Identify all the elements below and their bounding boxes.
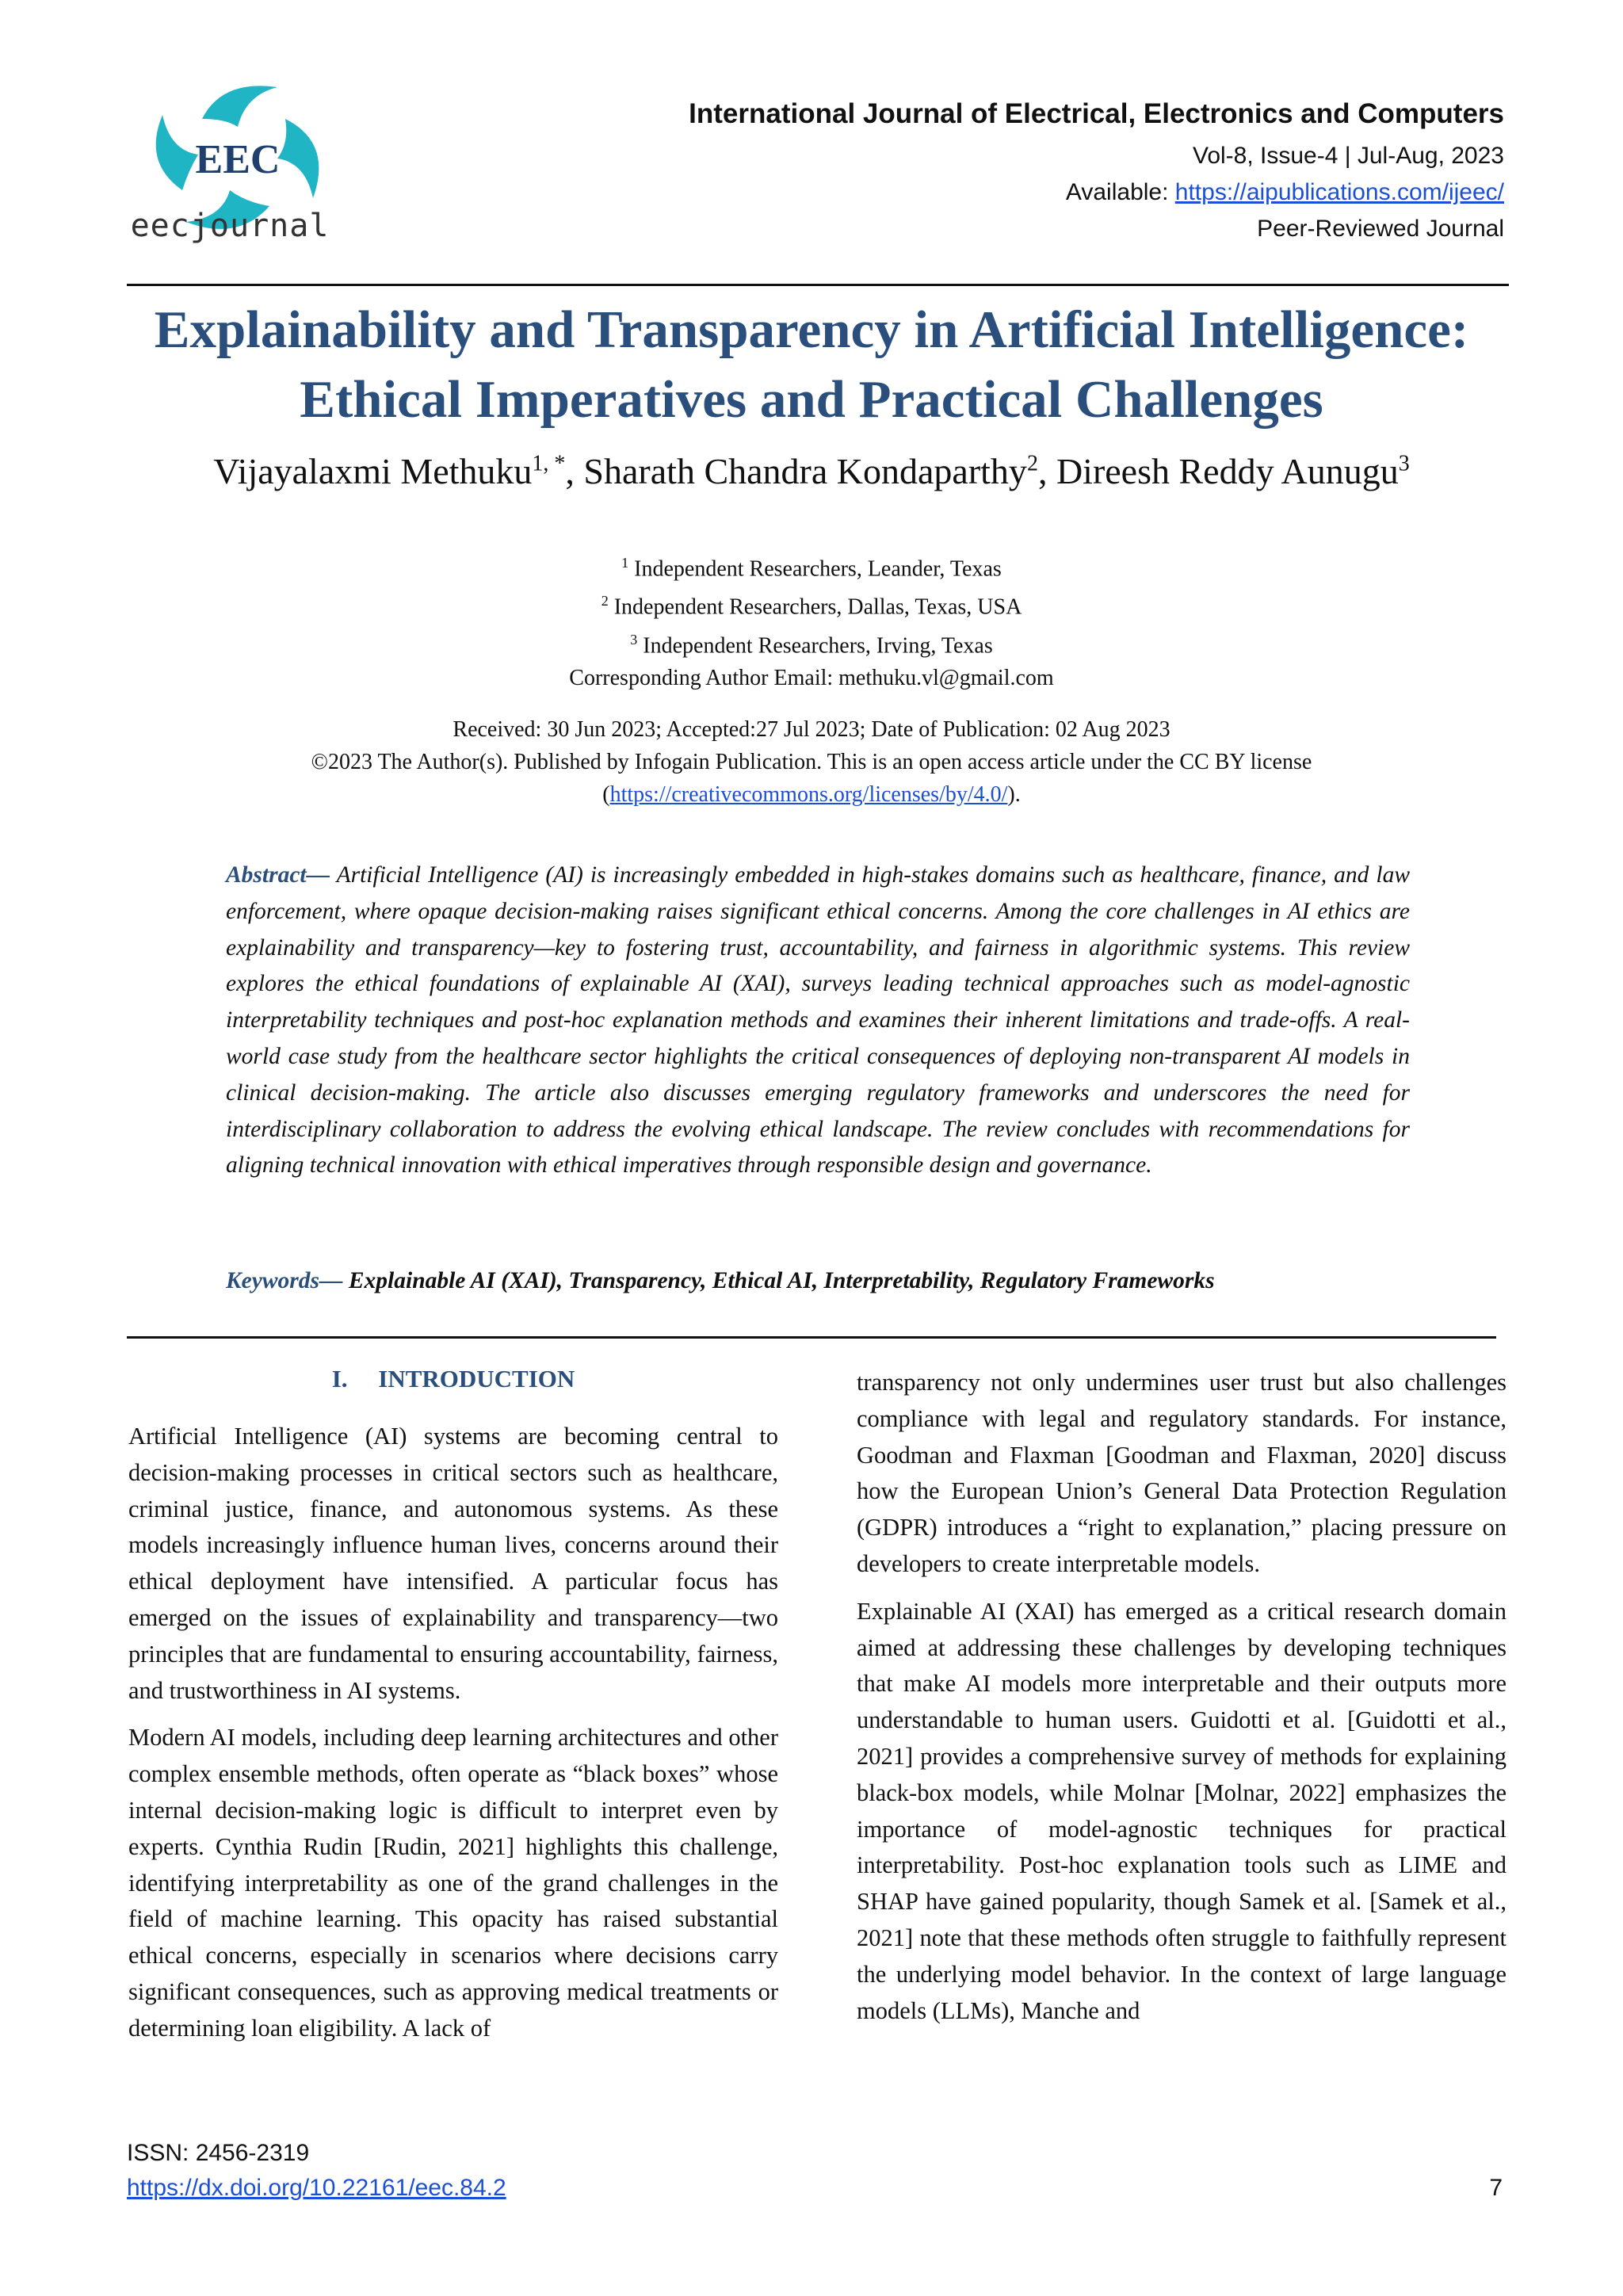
keywords-label: Keywords—: [226, 1268, 343, 1293]
logo-swirl-top: [202, 86, 277, 127]
affiliations: [79, 547, 1544, 694]
author-list: [79, 450, 1544, 492]
license-link-line: (https://creativecommons.org/licenses/by/4.0/).: [602, 782, 1021, 807]
paragraph: transparency not only undermines user trust but also challenges compliance with legal and regulatory standards. For instance, Goodman and Flaxman [Goodman and Flaxman, 2020] discuss how the European Union’s General Data Protection Regulation (GDPR) introduces a “right to explanation,” placing pressure on developers to create interpretable models.: [857, 1369, 1507, 1577]
keywords-text: Explainable AI (XAI), Transparency, Ethical AI, Interpretability, Regulatory Frameworks: [342, 1268, 1215, 1293]
right-column: [857, 1365, 1507, 2040]
author-name: Sharath Chandra Kondaparthy: [583, 451, 1027, 491]
affiliation-line: $^3$ Independent Researchers, Irving, Texas: [630, 631, 993, 658]
issn: ISSN: 2456-2319: [127, 2140, 310, 2166]
journal-url-link[interactable]: https://aipublications.com/ijeec/: [1174, 179, 1504, 205]
logo-text: eecjournal: [130, 208, 330, 244]
logo-swirl-left: [156, 115, 198, 190]
paragraph: Artificial Intelligence (AI) systems are becoming central to decision-making processes in critical sectors such as healthcare, criminal justice, finance, and autonomous systems. As these models increasingly influence human lives, concerns around their ethical deployment have intensified. A particular focus has emerged on the issues of explainability and transparency—two principles that are fundamental to ensuring accountability, fairness, and trustworthiness in AI systems.: [128, 1423, 778, 1704]
left-column: [128, 1419, 778, 2058]
author-affiliation-marker: 1, *: [532, 451, 566, 476]
paragraph: Modern AI models, including deep learning architectures and other complex ensemble methods, often operate as “black boxes” whose internal decision-making logic is difficult to interpret even by experts. Cynthia Rudin [Rudin, 2021] highlights this challenge, identifying interpretability as one of the grand challenges in the field of machine learning. This opacity has raised substantial ethical concerns, especially in scenarios where decisions carry significant consequences, such as approving medical treatments or determining loan eligibility. A lack of: [128, 1724, 778, 2042]
affiliation-line: $^2$ Independent Researchers, Dallas, Texas, USA: [601, 593, 1022, 620]
volume-issue: Vol-8, Issue-4 | Jul-Aug, 2023: [1192, 143, 1504, 169]
abstract-divider: [127, 1336, 1496, 1339]
license-link[interactable]: https://creativecommons.org/licenses/by/4.0/: [609, 782, 1008, 807]
corresponding-author: Corresponding Author Email: methuku.vl@gmail.com: [569, 665, 1054, 690]
journal-title: International Journal of Electrical, Electronics and Computers: [689, 98, 1504, 129]
author-affiliation-marker: 2: [1026, 451, 1038, 476]
paragraph: Explainable AI (XAI) has emerged as a critical research domain aimed at addressing these challenges by developing techniques that make AI models more interpretable and their outputs more understandable to human users. Guidotti et al. [Guidotti et al., 2021] provides a comprehensive survey of methods for explaining black-box models, while Molnar [Molnar, 2022] emphasizes the importance of model-agnostic techniques for practical interpretability. Post-hoc explanation tools such as LIME and SHAP have gained popularity, though Samek et al. [Samek et al., 2021] note that these methods often struggle to faithfully represent the underlying model behavior. In the context of large language models (LLMs), Manche and: [857, 1597, 1507, 2024]
peer-reviewed-label: Peer-Reviewed Journal: [1257, 216, 1504, 242]
paper-title: [79, 295, 1544, 434]
header-divider: [127, 284, 1509, 286]
author-name: Vijayalaxmi Methuku: [213, 451, 533, 491]
publication-info: [79, 713, 1544, 811]
available-label: Available:: [1065, 179, 1175, 205]
abstract: [226, 858, 1410, 1184]
keywords: [226, 1268, 1410, 1294]
page-number: 7: [1489, 2175, 1503, 2201]
journal-info: [689, 98, 1504, 252]
author-affiliation-marker: 3: [1398, 451, 1410, 476]
title-line-2: Ethical Imperatives and Practical Challenges: [300, 370, 1323, 429]
abstract-text: Artificial Intelligence (AI) is increasingly embedded in high-stakes domains such as healthcare, finance, and law enforcement, where opaque decision-making raises significant ethical concerns. Among the core challenges in AI ethics are explainability and transparency—key to fostering trust, accountability, and fairness in algorithmic systems. This review explores the ethical foundations of explainable AI (XAI), surveys leading technical approaches such as model-agnostic interpretability techniques and post-hoc explanation methods and examines their inherent limitations and trade-offs. A real-world case study from the healthcare sector highlights the critical consequences of deploying non-transparent AI models in clinical decision-making. The article also discusses emerging regulatory frameworks and underscores the need for interdisciplinary collaboration to address the evolving ethical landscape. The review concludes with recommendations for aligning technical innovation with ethical imperatives through responsible design and governance.: [226, 862, 1410, 1179]
license-statement: ©2023 The Author(s). Published by Infogain Publication. This is an open access article under the CC BY license: [311, 750, 1312, 774]
doi-link[interactable]: https://dx.doi.org/10.22161/eec.84.2: [127, 2175, 506, 2201]
author-separator: ,: [1037, 451, 1056, 491]
author-name: Direesh Reddy Aunugu: [1056, 451, 1399, 491]
logo-mark: EEC: [195, 137, 281, 182]
logo-swirl-right: [277, 119, 319, 198]
abstract-label: Abstract—: [226, 862, 330, 888]
title-line-1: Explainability and Transparency in Artificial Intelligence:: [154, 300, 1469, 359]
received-dates: Received: 30 Jun 2023; Accepted:27 Jul 2023; Date of Publication: 02 Aug 2023: [453, 717, 1170, 742]
footer: [127, 2140, 506, 2210]
availability-line: [689, 179, 1504, 206]
author-separator: ,: [565, 451, 584, 491]
affiliation-line: $^1$ Independent Researchers, Leander, Texas: [621, 555, 1002, 582]
section-heading-introduction: I. INTRODUCTION: [331, 1365, 575, 1392]
